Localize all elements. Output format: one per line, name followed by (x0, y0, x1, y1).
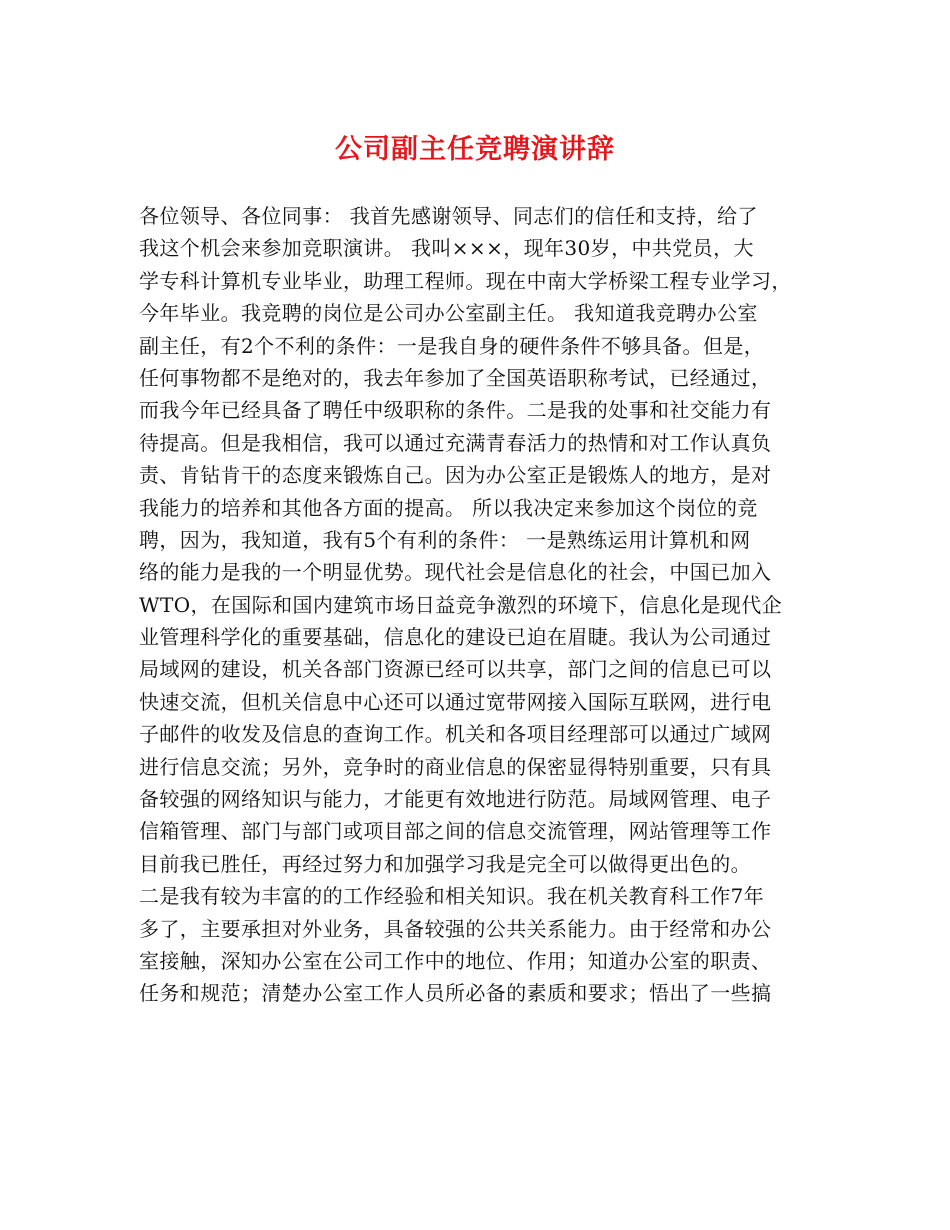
document-body (139, 200, 829, 1010)
body-line: 室接触，深知办公室在公司工作中的地位、作用；知道办公室的职责、 (139, 948, 772, 973)
body-line: 而我今年已经具备了聘任中级职称的条件。二是我的处事和社交能力有 (139, 398, 772, 423)
body-line: 多了，主要承担对外业务，具备较强的公共关系能力。由于经常和办公 (139, 916, 772, 941)
body-line: 各位领导、各位同事： 我首先感谢领导、同志们的信任和支持，给了 (139, 204, 758, 228)
body-line: 目前我已胜任，再经过努力和加强学习我是完全可以做得更出色的。 (139, 851, 751, 876)
body-line: 聘，因为，我知道，我有5个有利的条件： 一是熟练运用计算机和网 (139, 527, 751, 552)
body-line: 子邮件的收发及信息的查询工作。机关和各项目经理部可以通过广域网 (139, 722, 772, 747)
body-line: 任务和规范；清楚办公室工作人员所必备的素质和要求；悟出了一些搞 (139, 981, 772, 1006)
body-line: WTO，在国际和国内建筑市场日益竞争激烈的环境下，信息化是现代企 (139, 592, 783, 617)
body-line: 我这个机会来参加竞职演讲。 我叫×××，现年30岁，中共党员，大 (139, 236, 754, 261)
body-line: 待提高。但是我相信，我可以通过充满青春活力的热情和对工作认真负 (139, 430, 772, 455)
body-line: 我能力的培养和其他各方面的提高。 所以我决定来参加这个岗位的竞 (139, 495, 758, 520)
body-line: 副主任，有2个不利的条件：一是我自身的硬件条件不够具备。但是， (139, 333, 765, 358)
body-line: 快速交流，但机关信息中心还可以通过宽带网接入国际互联网，进行电 (139, 689, 772, 714)
body-line: 今年毕业。我竞聘的岗位是公司办公室副主任。 我知道我竞聘办公室 (139, 301, 758, 326)
body-line: 局域网的建设，机关各部门资源已经可以共享，部门之间的信息已可以 (139, 657, 772, 682)
body-line: 任何事物都不是绝对的，我去年参加了全国英语职称考试，已经通过， (139, 365, 772, 390)
body-line: 备较强的网络知识与能力，才能更有效地进行防范。局域网管理、电子 (139, 787, 772, 812)
body-line: 学专科计算机专业毕业，助理工程师。现在中南大学桥梁工程专业学习， (139, 268, 792, 293)
body-line: 业管理科学化的重要基础，信息化的建设已迫在眉睫。我认为公司通过 (139, 625, 772, 650)
body-line: 络的能力是我的一个明显优势。现代社会是信息化的社会，中国已加入 (139, 560, 772, 585)
body-line: 进行信息交流；另外，竞争时的商业信息的保密显得特别重要，只有具 (139, 754, 772, 779)
document-title: 公司副主任竞聘演讲辞 (335, 134, 615, 165)
body-line: 责、肯钻肯干的态度来锻炼自己。因为办公室正是锻炼人的地方，是对 (139, 463, 772, 488)
body-line: 信箱管理、部门与部门或项目部之间的信息交流管理，网站管理等工作 (139, 819, 772, 844)
body-line: 二是我有较为丰富的的工作经验和相关知识。我在机关教育科工作7年 (139, 884, 765, 909)
